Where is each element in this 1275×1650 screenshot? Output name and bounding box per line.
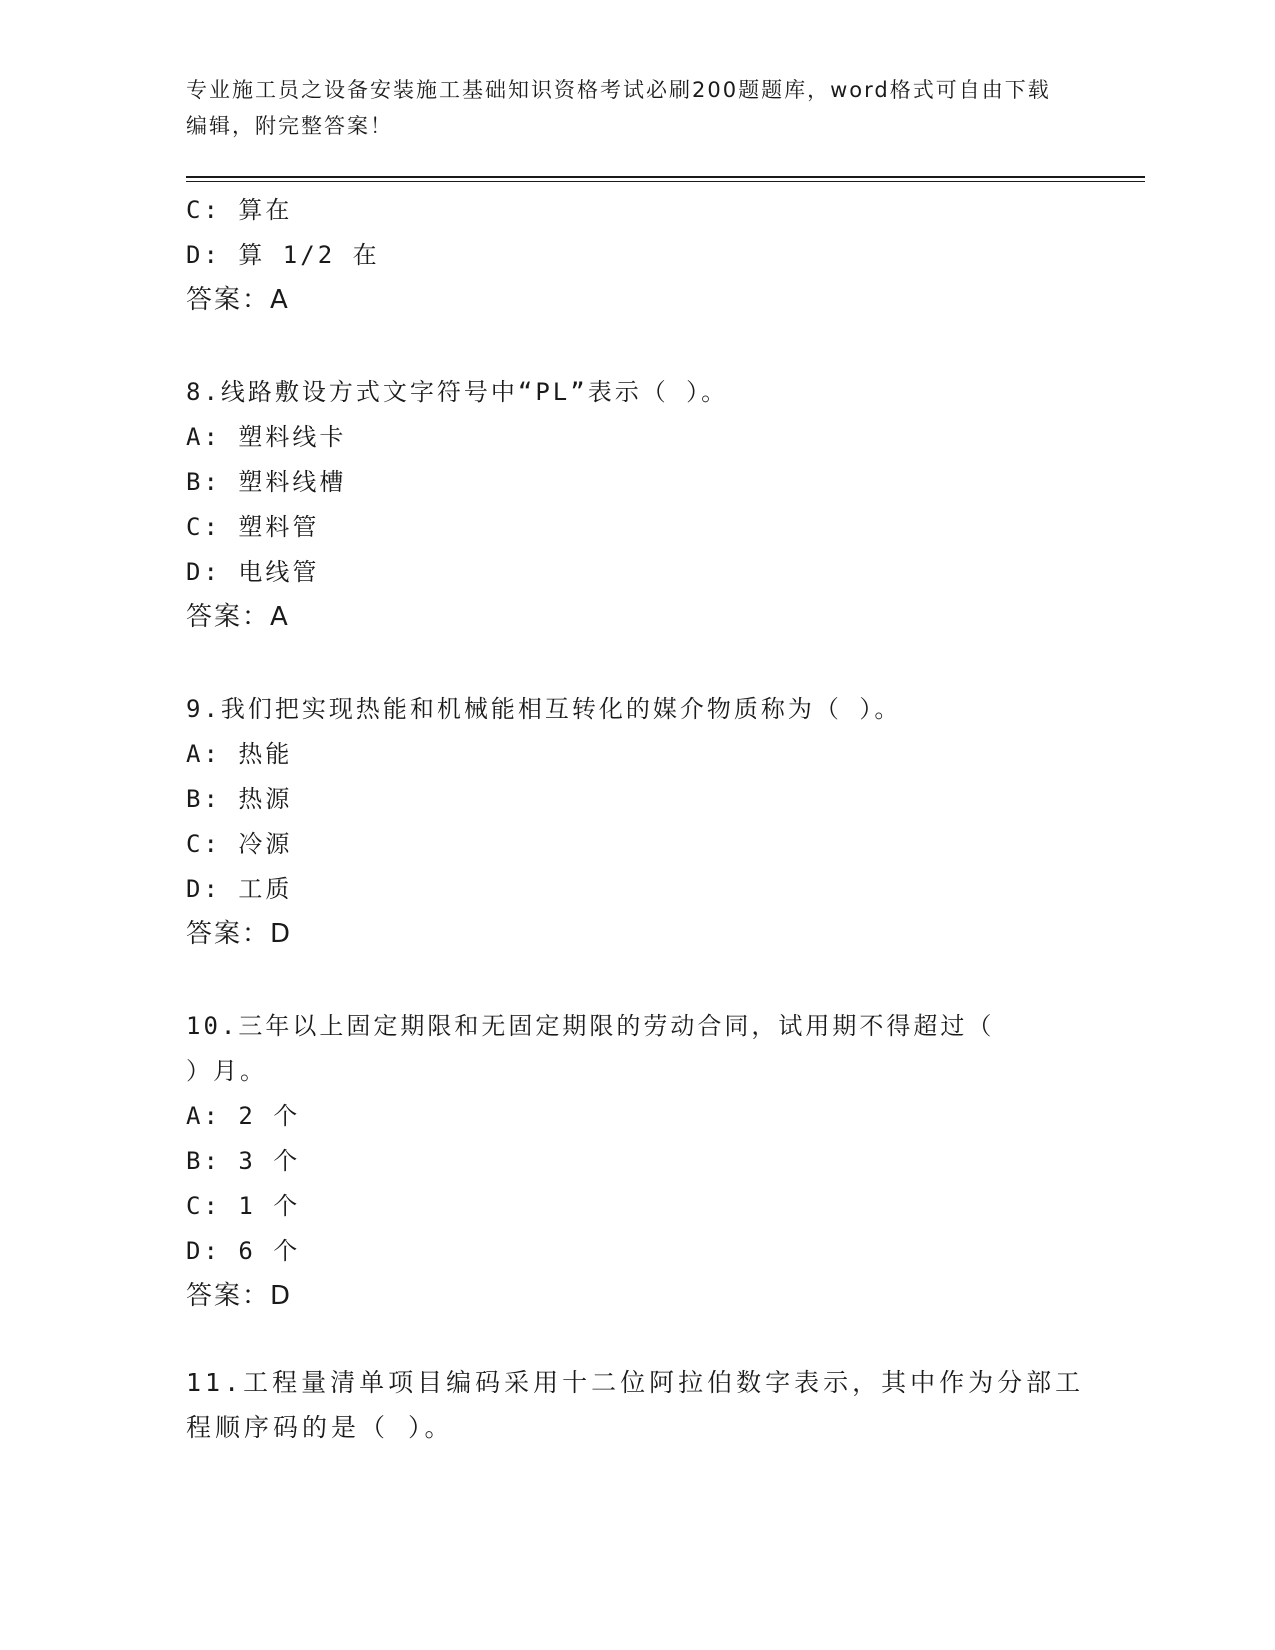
question-stem: 8.线路敷设方式文字符号中“PL”表示（ ）。 xyxy=(186,378,729,406)
question-list xyxy=(186,188,1086,1450)
option-d: D: 算 1/2 在 xyxy=(186,241,380,269)
answer-line: 答案：A xyxy=(186,285,290,315)
answer-line: 答案：D xyxy=(186,1281,293,1311)
option-c: C: 塑料管 xyxy=(186,513,320,541)
question-11 xyxy=(186,1360,1086,1450)
question-9 xyxy=(186,687,1086,957)
option-b: B: 热源 xyxy=(186,785,293,813)
option-d: D: 6 个 xyxy=(186,1237,301,1265)
question-stem-line-1: 11.工程量清单项目编码采用十二位阿拉伯数字表示，其中作为分部工 xyxy=(186,1368,1085,1397)
option-a: A: 2 个 xyxy=(186,1102,301,1130)
question-8 xyxy=(186,370,1086,640)
option-a: A: 塑料线卡 xyxy=(186,423,347,451)
question-stem-line-2: ）月。 xyxy=(186,1057,267,1085)
question-stem: 9.我们把实现热能和机械能相互转化的媒介物质称为（ ）。 xyxy=(186,695,902,723)
option-a: A: 热能 xyxy=(186,740,293,768)
option-c: C: 1 个 xyxy=(186,1192,301,1220)
document-header: 专业施工员之设备安装施工基础知识资格考试必刷200题题库，word格式可自由下载编辑，附完整答案！ xyxy=(186,78,1051,138)
option-b: B: 3 个 xyxy=(186,1147,301,1175)
prev-question-block xyxy=(186,188,1086,323)
option-d: D: 工质 xyxy=(186,875,293,903)
option-d: D: 电线管 xyxy=(186,558,320,586)
answer-line: 答案：A xyxy=(186,602,290,632)
question-10 xyxy=(186,1004,1086,1319)
question-stem-line-2: 程顺序码的是（ ）。 xyxy=(186,1413,454,1442)
option-c: C: 冷源 xyxy=(186,830,293,858)
option-c: C: 算在 xyxy=(186,196,293,224)
question-stem-line-1: 10.三年以上固定期限和无固定期限的劳动合同，试用期不得超过（ xyxy=(186,1012,995,1040)
option-b: B: 塑料线槽 xyxy=(186,468,347,496)
header-divider-thick xyxy=(186,176,1145,178)
header-divider-thin xyxy=(186,181,1145,182)
answer-line: 答案：D xyxy=(186,919,293,949)
